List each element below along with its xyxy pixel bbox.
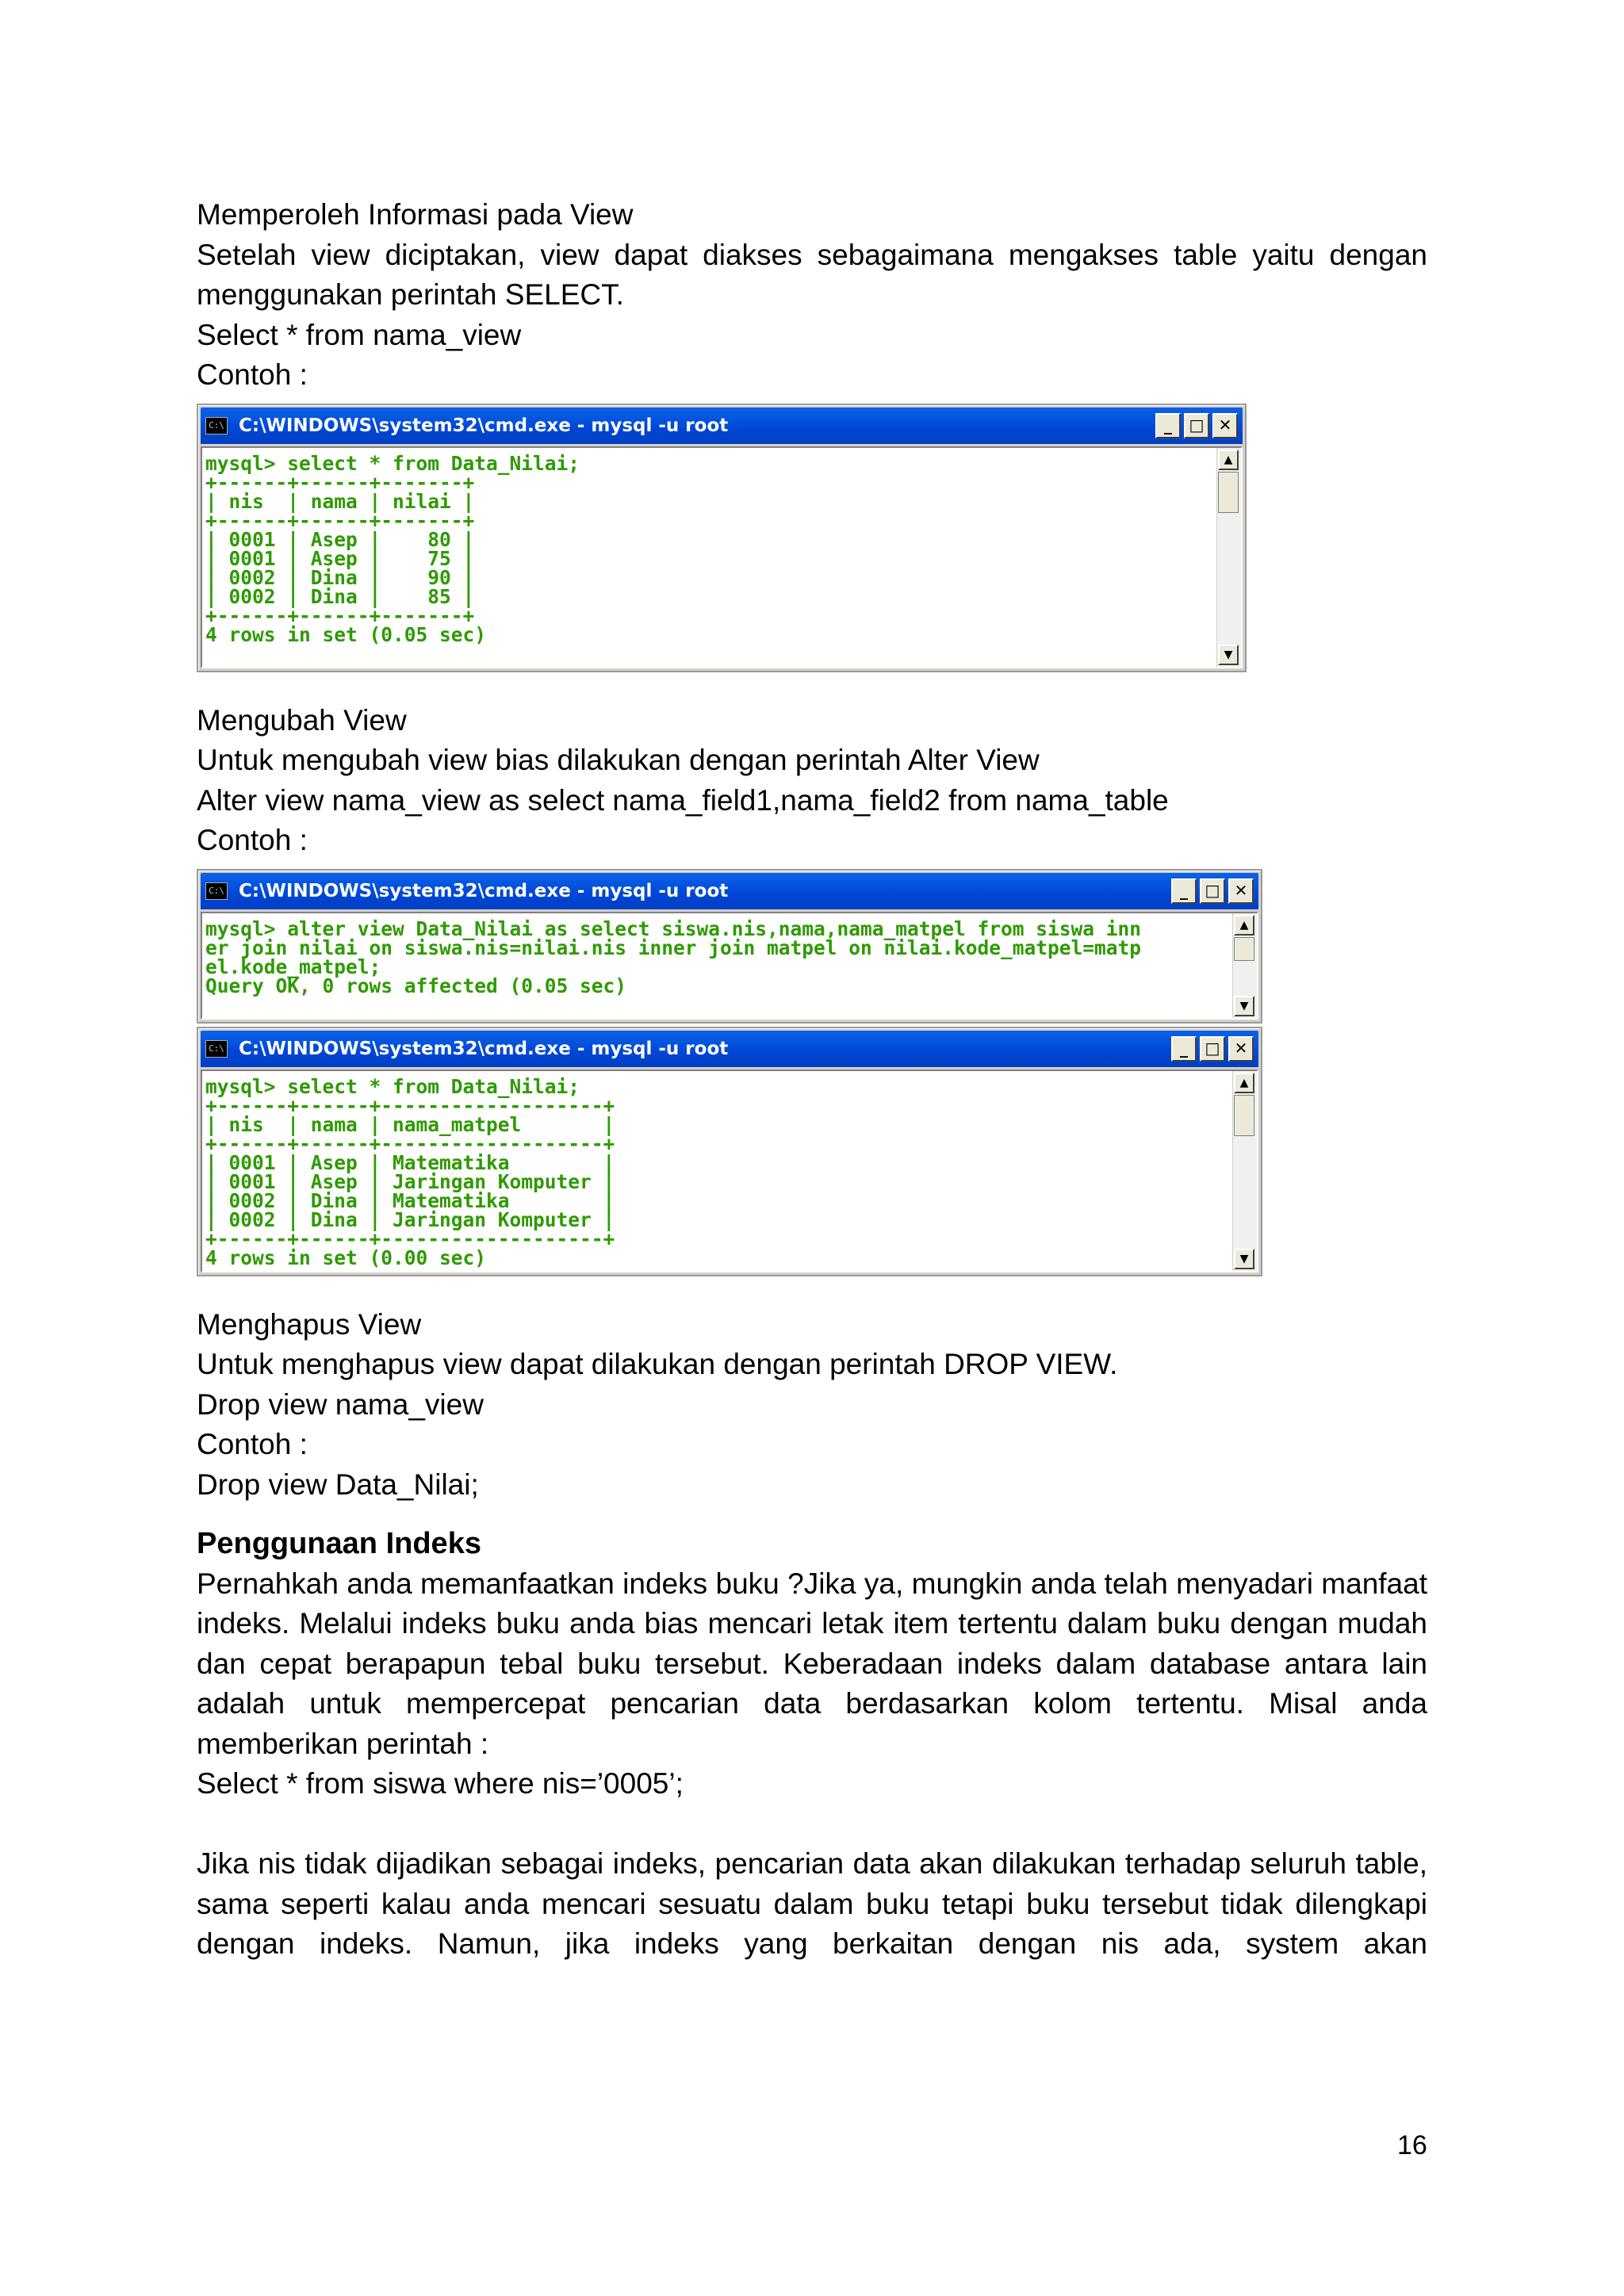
console-line: mysql> alter view Data_Nilai as select siswa.nis,nama,nama_matpel from siswa inn	[205, 916, 1142, 940]
vertical-scrollbar[interactable]	[1232, 1071, 1257, 1271]
console-title: C:\WINDOWS\system32\cmd.exe - mysql -u root	[239, 1038, 729, 1059]
section-title-alter: Mengubah View	[197, 703, 407, 737]
paragraph-view-info: Setelah view diciptakan, view dapat diakses sebagaimana mengakses table yaitu dengan menggunakan perintah SELECT.	[197, 238, 1436, 311]
console-line: +------+------+-------+	[205, 470, 475, 494]
console-line: | 0001 | Asep | 75 |	[205, 546, 475, 570]
console-line: | 0002 | Dina | Jaringan Komputer |	[205, 1207, 615, 1231]
minimize-button[interactable]: _	[1155, 413, 1181, 438]
console-line: 4 rows in set (0.00 sec)	[205, 1246, 487, 1269]
syntax-drop-view: Drop view nama_view	[197, 1387, 484, 1421]
console-line: | 0001 | Asep | Jaringan Komputer |	[205, 1169, 615, 1193]
console-line: 4 rows in set (0.05 sec)	[205, 622, 487, 646]
scroll-down-icon[interactable]: ▼	[1234, 1249, 1254, 1269]
document-page	[197, 195, 1436, 1965]
example-label: Contoh :	[197, 1428, 308, 1460]
console-line: el.kode_matpel;	[205, 955, 381, 978]
section-title-view-info: Memperoleh Informasi pada View	[197, 198, 634, 231]
console-line: mysql> select * from Data_Nilai;	[205, 1074, 580, 1098]
scroll-thumb[interactable]	[1218, 472, 1239, 513]
console-line: +------+------+-------------------+	[205, 1226, 615, 1250]
scroll-down-icon[interactable]: ▼	[1234, 996, 1254, 1016]
close-button[interactable]: ✕	[1212, 413, 1238, 438]
scroll-up-icon[interactable]: ▲	[1218, 450, 1239, 470]
console-titlebar[interactable]	[201, 873, 1258, 909]
syntax-alter-view: Alter view nama_view as select nama_field1,nama_field2 from nama_table	[197, 783, 1169, 817]
paragraph-drop: Untuk menghapus view dapat dilakukan dengan perintah DROP VIEW.	[197, 1348, 1118, 1380]
console-line: | 0002 | Dina | Matematika |	[205, 1188, 615, 1212]
console-line: | 0001 | Asep | 80 |	[205, 527, 475, 551]
scroll-thumb[interactable]	[1234, 937, 1254, 961]
example-select-where: Select * from siswa where nis=’0005’;	[197, 1767, 684, 1800]
example-drop-view: Drop view Data_Nilai;	[197, 1468, 479, 1501]
console-line: +------+------+-------+	[205, 508, 475, 532]
console-line: | 0002 | Dina | 85 |	[205, 584, 475, 608]
section-heading-index: Penggunaan Indeks	[197, 1527, 481, 1560]
console-output	[202, 1071, 1232, 1271]
console-line: | 0001 | Asep | Matematika |	[205, 1150, 615, 1174]
console-line	[205, 645, 1216, 664]
console-titlebar[interactable]	[201, 408, 1243, 444]
console-output	[202, 913, 1232, 1018]
console-window-alter	[197, 869, 1262, 1024]
close-button[interactable]: ✕	[1228, 1036, 1254, 1062]
cmd-icon: C:\	[205, 417, 228, 434]
console-line: +------+------+-------------------+	[205, 1093, 615, 1117]
syntax-select-view: Select * from nama_view	[197, 318, 522, 351]
minimize-button[interactable]: _	[1171, 878, 1197, 904]
paragraph-alter: Untuk mengubah view bias dilakukan dengan perintah Alter View	[197, 744, 1040, 776]
console-line: mysql> select * from Data_Nilai;	[205, 451, 580, 475]
page-number: 16	[1397, 2130, 1427, 2160]
console-output	[202, 448, 1216, 667]
close-button[interactable]: ✕	[1228, 878, 1254, 904]
paragraph-index-2: Jika nis tidak dijadikan sebagai indeks, pencarian data akan dilakukan terhadap seluruh table, sama seperti kalau anda mencari sesuatu dalam buku tetapi buku tersebut tidak dilengkapi dengan indeks. Namun, jika indeks yang berkaitan dengan nis ada, system akan	[197, 1847, 1436, 1960]
scroll-up-icon[interactable]: ▲	[1234, 1073, 1254, 1093]
maximize-button[interactable]: □	[1184, 413, 1209, 438]
scroll-thumb[interactable]	[1234, 1095, 1254, 1136]
console-title: C:\WINDOWS\system32\cmd.exe - mysql -u root	[239, 880, 729, 901]
blank-line	[197, 1804, 1427, 1845]
example-label: Contoh :	[197, 358, 308, 391]
maximize-button[interactable]: □	[1200, 878, 1225, 904]
console-line: | nis | nama | nama_matpel |	[205, 1112, 615, 1136]
maximize-button[interactable]: □	[1200, 1036, 1225, 1062]
console-line: er join nilai on siswa.nis=nilai.nis inner join matpel on nilai.kode_matpel=matp	[205, 936, 1142, 959]
scroll-down-icon[interactable]: ▼	[1218, 645, 1239, 665]
cmd-icon: C:\	[205, 1040, 228, 1058]
minimize-button[interactable]: _	[1171, 1036, 1197, 1062]
console-title: C:\WINDOWS\system32\cmd.exe - mysql -u root	[239, 415, 729, 436]
console-line	[205, 996, 1232, 1015]
paragraph-index-1: Pernahkah anda memanfaatkan indeks buku ?Jika ya, mungkin anda telah menyadari manfaat indeks. Melalui indeks buku anda bias mencari letak item tertentu dalam buku dengan mudah dan cepat berapapun tebal buku tersebut. Keberadaan indeks dalam database antara lain adalah untuk mempercepat pencarian data berdasarkan kolom tertentu. Misal anda memberikan perintah :	[197, 1567, 1436, 1760]
console-window-select	[197, 404, 1247, 672]
cmd-icon: C:\	[205, 882, 228, 900]
section-title-drop: Menghapus View	[197, 1307, 422, 1341]
console-line: | 0002 | Dina | 90 |	[205, 565, 475, 589]
console-titlebar[interactable]	[201, 1031, 1258, 1067]
vertical-scrollbar[interactable]	[1232, 913, 1257, 1018]
console-line: +------+------+-------------------+	[205, 1131, 615, 1155]
console-window-select-result	[197, 1027, 1262, 1276]
scroll-up-icon[interactable]: ▲	[1234, 915, 1254, 936]
example-label: Contoh :	[197, 824, 308, 856]
console-line: | nis | nama | nilai |	[205, 489, 475, 513]
vertical-scrollbar[interactable]	[1216, 448, 1241, 667]
console-line: +------+------+-------+	[205, 603, 475, 627]
console-line: Query OK, 0 rows affected (0.05 sec)	[205, 974, 627, 997]
